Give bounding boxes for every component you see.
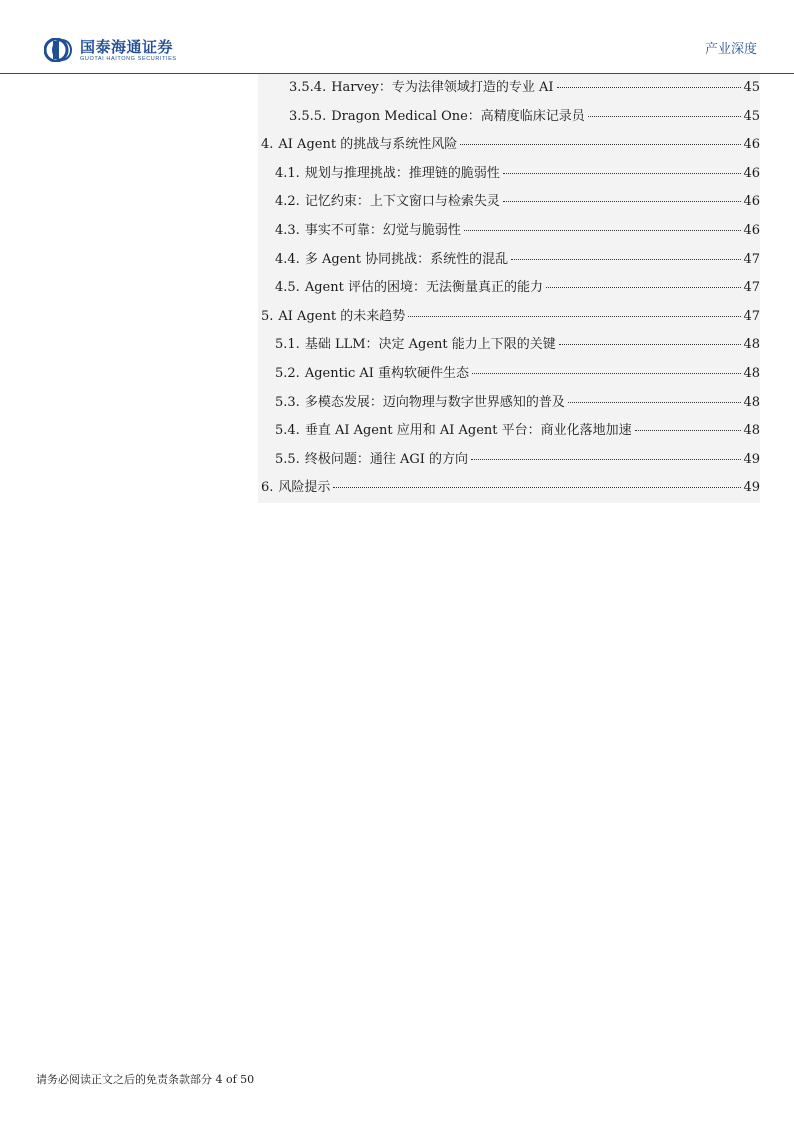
toc-entry-title: 多 Agent 协同挑战：系统性的混乱 <box>304 251 509 267</box>
toc-dot-leader <box>333 487 741 488</box>
company-logo <box>44 38 177 62</box>
toc-entry-page: 46 <box>743 222 760 238</box>
toc-entry-page: 48 <box>743 423 760 439</box>
toc-entry-title: AI Agent 的未来趋势 <box>278 308 406 324</box>
toc-entry-number: 3.5.5. <box>289 108 327 124</box>
toc-entry-page: 49 <box>743 451 760 467</box>
toc-entry-number: 4.2. <box>275 194 300 210</box>
toc-entry-number: 5.5. <box>275 451 300 467</box>
toc-entry-number: 4.1. <box>275 165 300 181</box>
toc-entry[interactable] <box>258 246 760 275</box>
toc-entry-title: Harvey：专为法律领域打造的专业 AI <box>331 80 554 95</box>
toc-entry-number: 5.4. <box>275 423 300 439</box>
toc-entry-number: 4.4. <box>275 251 300 267</box>
toc-entry-page: 45 <box>743 80 760 95</box>
toc-entry-title: 基础 LLM：决定 Agent 能力上下限的关键 <box>304 337 556 353</box>
toc-entry[interactable] <box>258 131 760 160</box>
logo-english-name: GUOTAI HAITONG SECURITIES <box>80 55 177 62</box>
document-type-label: 产业深度 <box>704 42 757 57</box>
toc-entry-title: 规划与推理挑战：推理链的脆弱性 <box>304 165 500 181</box>
toc-entry[interactable] <box>258 160 760 189</box>
toc-entry-page: 49 <box>743 480 760 496</box>
toc-dot-leader <box>546 287 742 288</box>
toc-entry-page: 47 <box>743 280 760 296</box>
toc-entry-number: 5.1. <box>275 337 300 353</box>
toc-entry-title: Agentic AI 重构软硬件生态 <box>304 365 470 381</box>
toc-entry-page: 48 <box>743 394 760 410</box>
toc-entry[interactable] <box>258 417 760 446</box>
toc-dot-leader <box>588 116 742 117</box>
toc-dot-leader <box>408 316 741 317</box>
toc-dot-leader <box>568 402 742 403</box>
toc-entry[interactable] <box>258 389 760 418</box>
toc-entry-title: 垂直 AI Agent 应用和 AI Agent 平台：商业化落地加速 <box>304 423 632 439</box>
toc-entry-title: AI Agent 的挑战与系统性风险 <box>278 137 458 153</box>
toc-entry-title: 记忆约束：上下文窗口与检索失灵 <box>304 194 500 210</box>
toc-dot-leader <box>557 87 742 88</box>
toc-entry-page: 46 <box>743 194 760 210</box>
toc-entry-title: 风险提示 <box>278 480 331 496</box>
toc-entry-number: 4.3. <box>275 222 300 238</box>
toc-dot-leader <box>559 344 742 345</box>
toc-entry-number: 5. <box>261 308 274 324</box>
toc-dot-leader <box>503 201 742 202</box>
toc-entry[interactable] <box>258 274 760 303</box>
toc-entry[interactable] <box>258 217 760 246</box>
toc-entry[interactable] <box>258 474 760 503</box>
toc-entry-title: 多模态发展：迈向物理与数字世界感知的普及 <box>304 394 565 410</box>
toc-entry[interactable] <box>258 446 760 475</box>
toc-entry-page: 45 <box>743 108 760 124</box>
toc-entry-page: 46 <box>743 165 760 181</box>
toc-entry[interactable] <box>258 74 760 103</box>
toc-entry-title: Dragon Medical One：高精度临床记录员 <box>331 108 585 124</box>
toc-entry[interactable] <box>258 303 760 332</box>
toc-entry-number: 3.5.4. <box>289 80 327 95</box>
toc-entry-page: 48 <box>743 337 760 353</box>
toc-entry-page: 47 <box>743 308 760 324</box>
toc-dot-leader <box>464 230 742 231</box>
toc-dot-leader <box>471 459 741 460</box>
table-of-contents <box>258 74 760 503</box>
toc-dot-leader <box>472 373 741 374</box>
toc-entry-page: 46 <box>743 137 760 153</box>
toc-entry-title: Agent 评估的困境：无法衡量真正的能力 <box>304 280 543 296</box>
toc-entry-title: 事实不可靠：幻觉与脆弱性 <box>304 222 461 238</box>
toc-entry[interactable] <box>258 188 760 217</box>
logo-chinese-name: 国泰海通证券 <box>80 37 174 56</box>
toc-entry-number: 4.5. <box>275 280 300 296</box>
footer-disclaimer: 请务必阅读正文之后的免责条款部分 4 of 50 <box>36 1073 255 1086</box>
toc-entry-number: 4. <box>261 137 274 153</box>
toc-entry-number: 5.3. <box>275 394 300 410</box>
toc-dot-leader <box>503 173 742 174</box>
toc-entry[interactable] <box>258 103 760 132</box>
toc-entry-page: 48 <box>743 365 760 381</box>
toc-dot-leader <box>460 144 741 145</box>
toc-entry-title: 终极问题：通往 AGI 的方向 <box>304 451 468 467</box>
toc-dot-leader <box>635 430 742 431</box>
logo-emblem-icon <box>44 38 74 62</box>
toc-entry-number: 5.2. <box>275 365 300 381</box>
toc-entry-number: 6. <box>261 480 274 496</box>
toc-dot-leader <box>511 259 741 260</box>
toc-entry-page: 47 <box>743 251 760 267</box>
toc-entry[interactable] <box>258 360 760 389</box>
toc-entry[interactable] <box>258 331 760 360</box>
